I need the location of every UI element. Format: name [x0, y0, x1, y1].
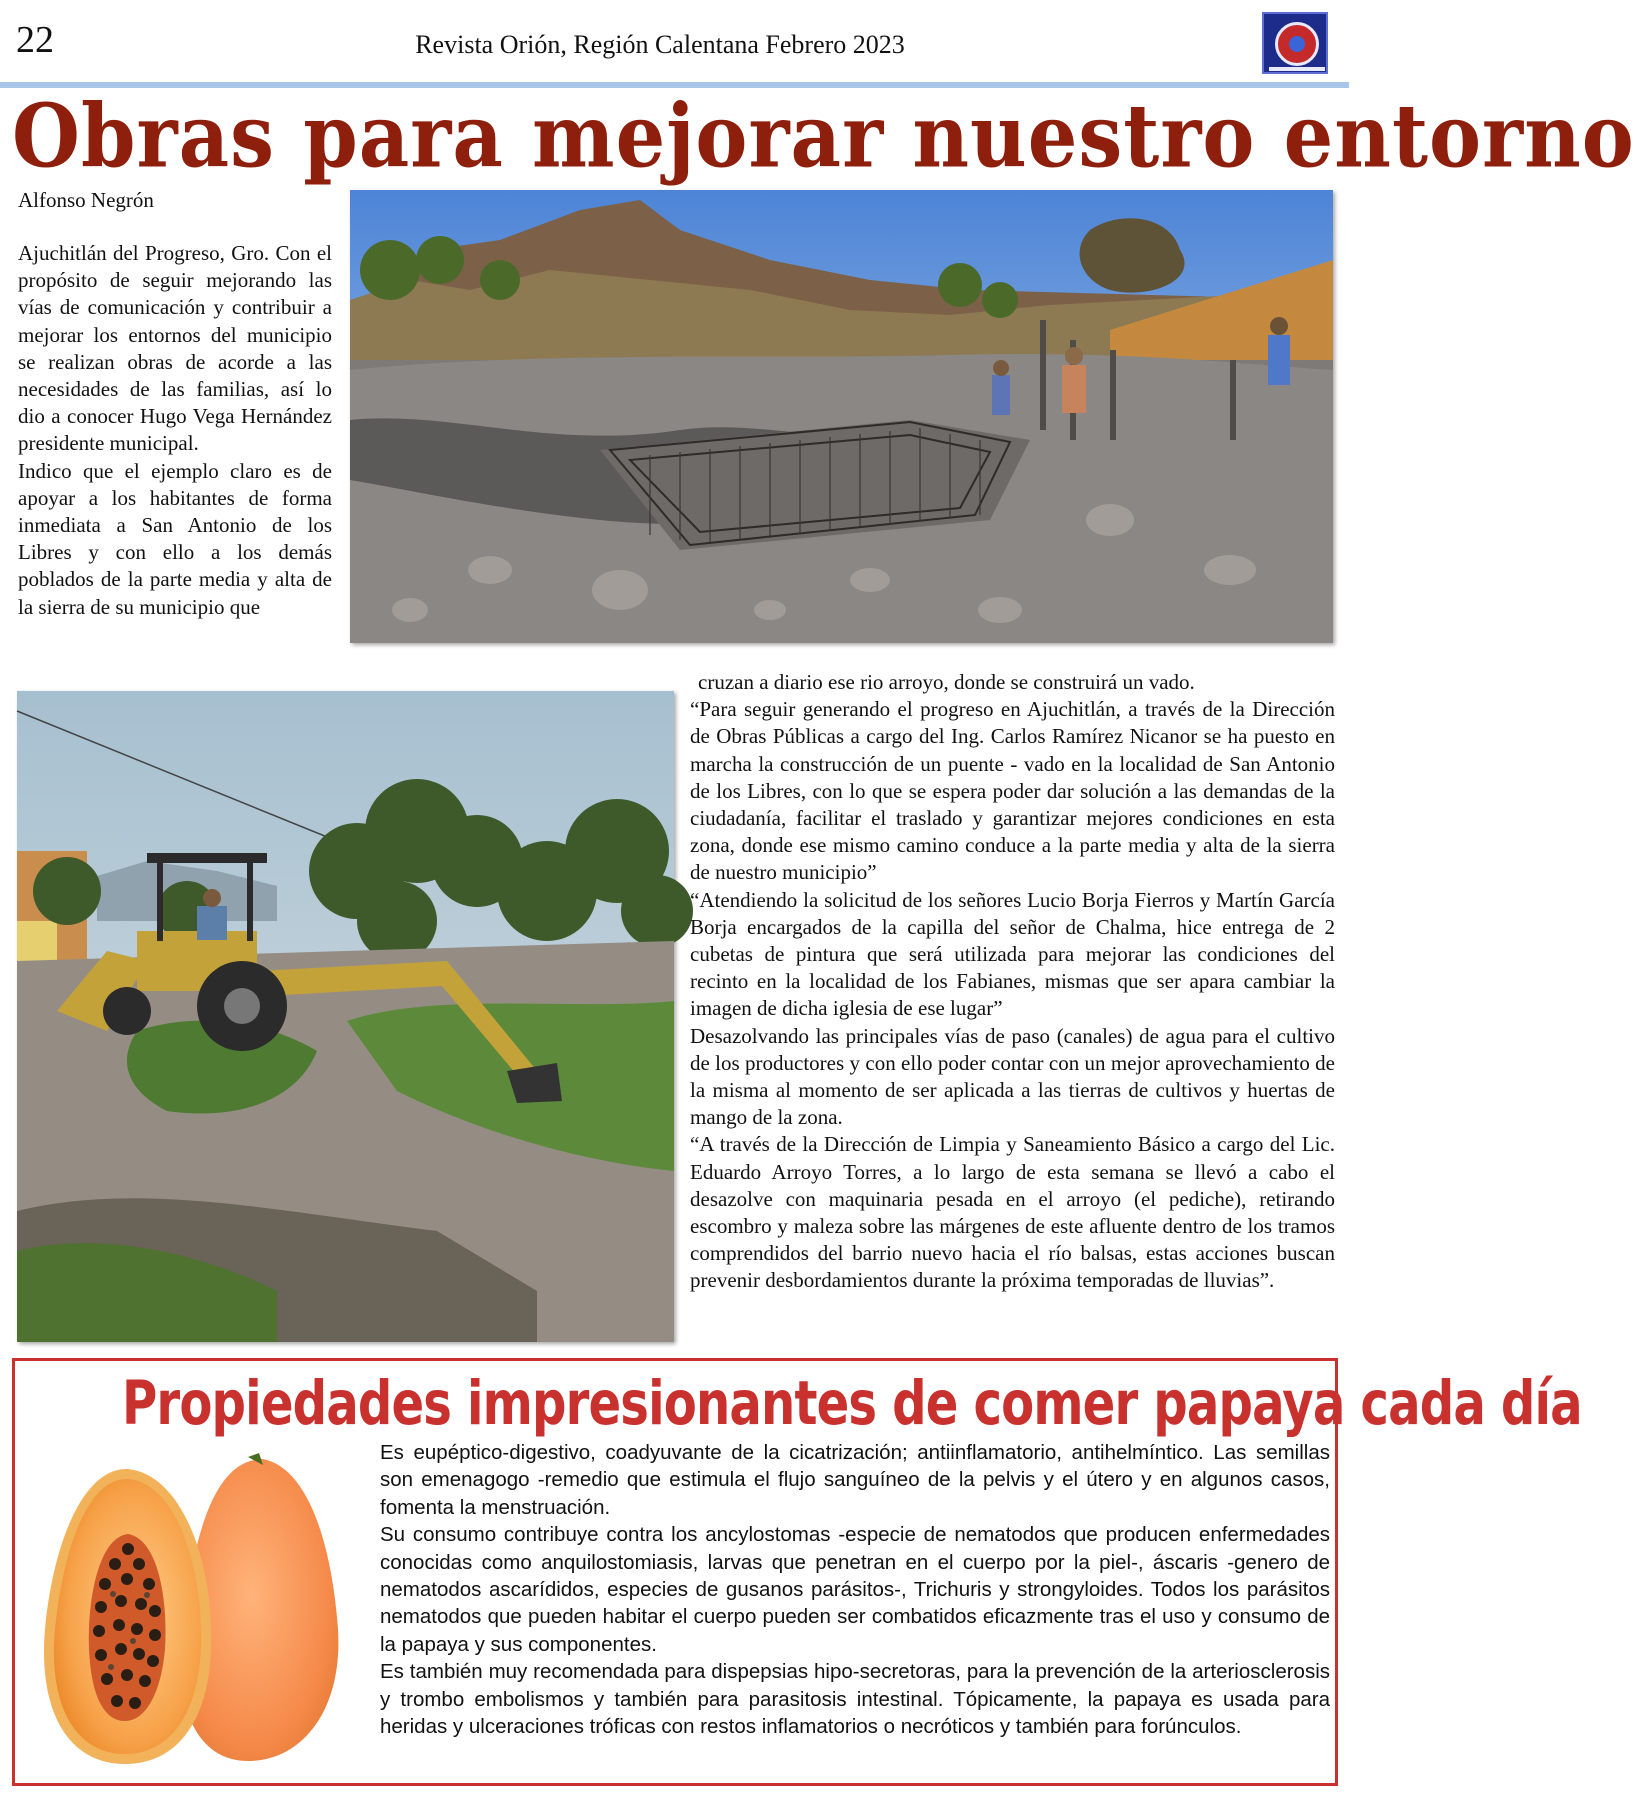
article-paragraph: “Para seguir generando el progreso en Ajuchitlán, a través de la Dirección de Obras Públicas a cargo del Ing. Carlos Ramírez Nicanor se ha puesto en marcha la construcción de un puente - vado en la localidad de San Antonio de los Libres, con lo que se espera poder dar solución a las demandas de la ciudadanía, facilitar el traslado y garantizar mejores condiciones en esta zona, donde ese mismo camino conduce a la parte media y alta de la sierra de nuestro municipio” [690, 697, 1335, 885]
article-left-column [18, 240, 332, 621]
papaya-paragraph: Es también muy recomendada para dispepsias hipo-secretoras, para la prevención de la arteriosclerosis y trombo embolismos y también para parasitosis intestinal. Tópicamente, la papaya es usada para heridas y ulceraciones tróficas con restos inflamatorios o necróticos y también para forúnculos. [380, 1660, 1330, 1739]
article-paragraph: cruzan a diario ese rio arroyo, donde se construirá un vado. [698, 670, 1195, 694]
papaya-illustration [33, 1449, 363, 1769]
article-paragraph: Desazolvando las principales vías de paso (canales) de agua para el cultivo de los productores y con ello poder contar con un mejor aprovechamiento de la misma al momento de ser aplicada a las tierras de cultivos y huertas de mango de la zona. [690, 1023, 1335, 1130]
article-paragraph: “A través de la Dirección de Limpia y Saneamiento Básico a cargo del Lic. Eduardo Arroyo Torres, a lo largo de esta semana se llevó a cabo el desazolve con maquinaria pesada en el arroyo (el pediche), retirando escombro y maleza sobre las márgenes de este afluente dentro de los tramos comprendidos del barrio nuevo hacia el río balsas, estas acciones buscan prevenir desbordamientos durante la próxima temporadas de lluvias”. [690, 1132, 1335, 1293]
article-right-column [690, 669, 1335, 1295]
papaya-paragraph: Su consumo contribuye contra los ancylostomas -especie de nematodos que producen enfermedades conocidas como anquilostomiasis, larvas que penetran en el cuerpo por la piel-, áscaris -genero de nematodos ascarídidos, especies de gusanos parásitos-, Trichuris y strongyloides. Todos los parásitos nematodos que pueden habitar el cuerpo pueden ser combatidos eficazmente tras el uso y consumo de la papaya y sus componentes. [380, 1523, 1330, 1656]
papaya-article-title: Propiedades impresionantes de comer papaya cada día [122, 1369, 1582, 1440]
publication-line: Revista Orión, Región Calentana Febrero 2023 [415, 30, 905, 59]
article-paragraph: Ajuchitlán del Progreso, Gro. Con el propósito de seguir mejorando las vías de comunicación y contribuir a mejorar los entornos del municipio se realizan obras de acorde a las necesidades de las familias, así lo dio a conocer Hugo Vega Hernández presidente municipal. [18, 241, 332, 456]
papaya-article-box [12, 1358, 1582, 1786]
photo-river-construction [350, 190, 1333, 643]
article-paragraph: “Atendiendo la solicitud de los señores Lucio Borja Fierros y Martín García Borja encargados de la capilla del señor de Chalma, hice entrega de 2 cubetas de pintura que será utilizada para mejorar las condiciones del recinto en la localidad de los Fabianes, mismas que ser apara cambiar la imagen de dicha iglesia de ese lugar” [690, 887, 1335, 1021]
article-author: Alfonso Negrón [18, 188, 154, 212]
article-title: Obras para mejorar nuestro entorno [12, 86, 1635, 188]
page-number: 22 [16, 19, 54, 61]
page-header [0, 0, 1349, 82]
photo-backhoe-canal [17, 691, 674, 1342]
papaya-paragraph: Es eupéptico-digestivo, coadyuvante de la cicatrización; antiinflamatorio, antihelmíntico. Las semillas son emenagogo -remedio que estimula el flujo sanguíneo de la pelvis y el útero y en algunos casos, fomenta la menstruación. [380, 1441, 1330, 1519]
article-paragraph: Indico que el ejemplo claro es de apoyar a los habitantes de forma inmediata a San Antonio de los Libres y con ello a los demás poblados de la parte media y alta de la sierra de su municipio que [18, 458, 332, 619]
magazine-logo-icon [1262, 12, 1328, 74]
papaya-article-text [380, 1439, 1330, 1740]
